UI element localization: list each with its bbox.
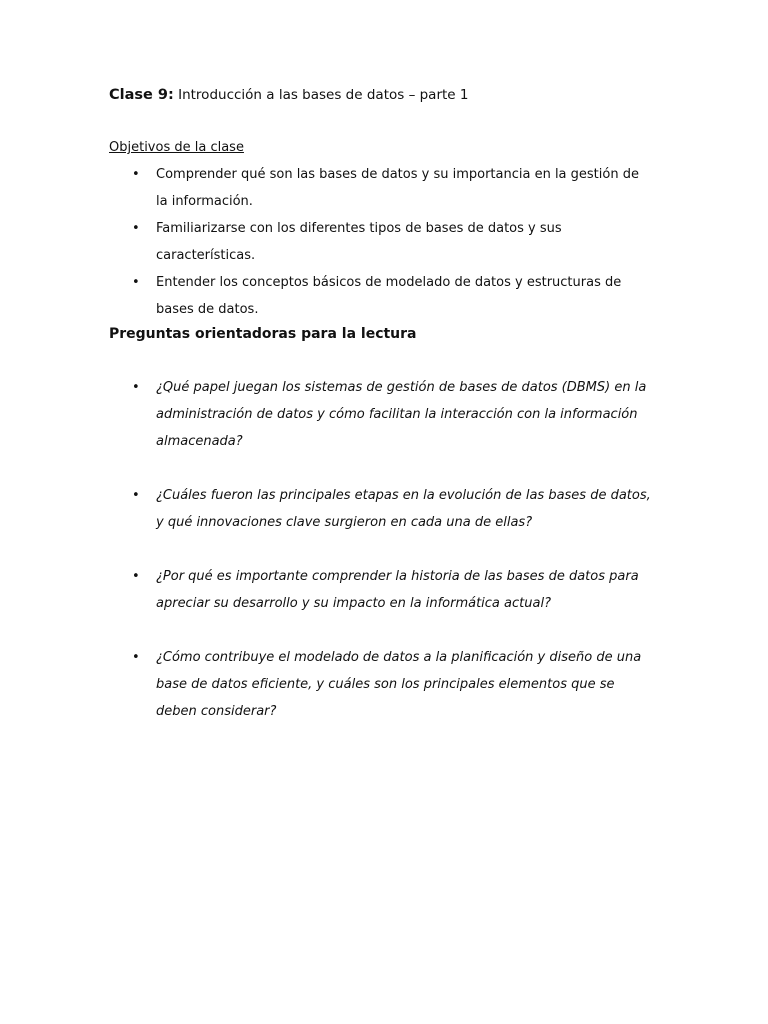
objective-text: Entender los conceptos básicos de modelado de datos y estructuras de bases de datos. (156, 275, 622, 317)
question-item (109, 374, 657, 455)
question-item (109, 482, 657, 536)
bullet-icon: • (132, 488, 140, 503)
objective-item (109, 161, 654, 215)
question-text: ¿Cómo contribuye el modelado de datos a la planificación y diseño de una base de datos eficiente, y cuáles son los principales elementos que se deben considerar? (156, 650, 642, 719)
objectives-heading: Objetivos de la clase (109, 140, 244, 155)
bullet-icon: • (132, 569, 140, 584)
question-item (109, 644, 657, 725)
question-item (109, 563, 657, 617)
class-title: Introducción a las bases de datos – parte 1 (178, 87, 469, 103)
class-title-line (109, 84, 468, 106)
bullet-icon: • (132, 650, 140, 665)
objective-text: Comprender qué son las bases de datos y su importancia en la gestión de la información. (156, 167, 639, 209)
bullet-icon: • (132, 167, 140, 182)
objectives-list (109, 161, 654, 323)
guide-questions-heading: Preguntas orientadoras para la lectura (109, 326, 417, 342)
objective-text: Familiarizarse con los diferentes tipos de bases de datos y sus características. (156, 221, 562, 263)
class-label: Clase 9: (109, 87, 174, 103)
bullet-icon: • (132, 380, 140, 395)
question-text: ¿Por qué es importante comprender la historia de las bases de datos para apreciar su desarrollo y su impacto en la informática actual? (156, 569, 639, 611)
guide-questions-list (109, 374, 657, 752)
question-text: ¿Qué papel juegan los sistemas de gestión de bases de datos (DBMS) en la administración de datos y cómo facilitan la interacción con la información almacenada? (156, 380, 647, 449)
objective-item (109, 215, 654, 269)
bullet-icon: • (132, 275, 140, 290)
objective-item (109, 269, 654, 323)
bullet-icon: • (132, 221, 140, 236)
question-text: ¿Cuáles fueron las principales etapas en la evolución de las bases de datos, y qué innovaciones clave surgieron en cada una de ellas? (156, 488, 651, 530)
